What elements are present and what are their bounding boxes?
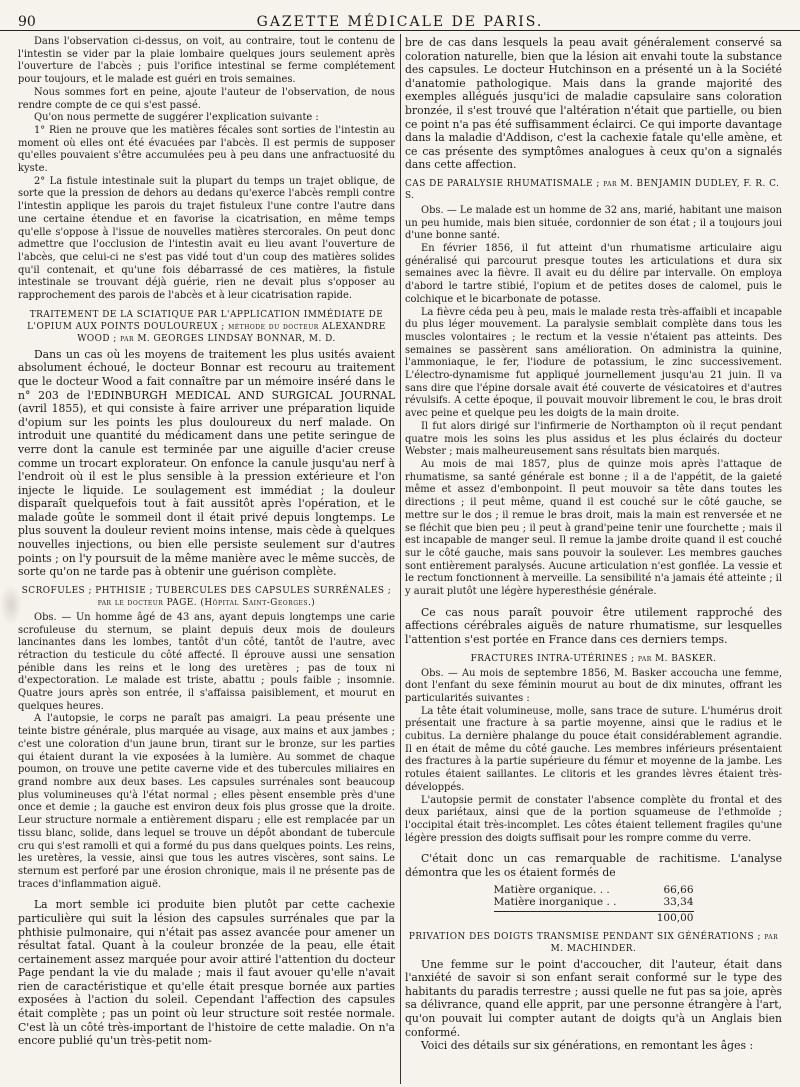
paragraph: Il fut alors dirigé sur l'infirmerie de Northampton où il reçut pendant quatre mois les soins les plus assidus et les plus éclairés du docteur Webster ; mais malheureusement sans résultats bien marqués. (405, 420, 782, 458)
column-divider (400, 34, 401, 1084)
paragraph: Obs. — Au mois de septembre 1856, M. Basker accoucha une femme, dont l'enfant du sexe féminin mourut au bout de dix minutes, offrant les particularités suivantes : (405, 667, 782, 704)
paragraph: 1° Rien ne prouve que les matières fécales sont sorties de l'intestin au moment où elles ont été évacuées par l'abcès. Il est permis de supposer qu'elles pouvaient s'être accumulées peu à peu dans une anfractuosité du kyste. (18, 124, 395, 175)
bone-analysis-table (494, 884, 694, 925)
paragraph: La mort semble ici produite bien plutôt par cette cachexie particulière qui suit la lésion des capsules surrénales que par la phthisie pulmonaire, qui n'était pas assez avancée pour amener un résultat fatal. Quant à la couleur bronzée de la peau, elle était certainement assez marquée pour avoir attiré l'attention du docteur Page pendant la vie du malade ; mais il faut avouer qu'elle n'avait rien de caractéristique et qu'elle était presque bornée aux parties exposées à l'action du soleil. Cependant l'affection des capsules était complète ; pas un point où leur structure soit restée normale. C'est là un côté très-important de l'histoire de cette maladie. On n'a encore publié qu'un très-petit nom- (18, 898, 395, 1048)
paragraph: Dans un cas où les moyens de traitement les plus usités avaient absolument échoué, le docteur Bonnar est recouru au traitement que le docteur Wood a fait connaître par un mémoire inséré dans le n° 203 de l'EDINBURGH MEDICAL AND SURGICAL JOURNAL (avril 1855), et qui consiste à faire arriver une préparation liquide d'opium sur les points les plus douloureux du nerf malade. On introduit une quantité du médicament dans une petite seringue de verre dont la canule est terminée par une aiguille d'acier creuse comme un trocart explorateur. On enfonce la canule jusqu'au nerf à l'endroit où il est le plus sensible à la pression extérieure et l'on injecte le liquide. Le soulagement est immédiat ; la douleur disparaît quelquefois tout à fait aussitôt après l'opération, et le malade goûte le sommeil dont il était privé depuis longtemps. Le plus souvent la douleur revient moins intense, mais cède à quelques nouvelles injections, ou bien elle persiste seulement sur d'autres points ; on l'y poursuit de la même manière avec le même succès, de sorte qu'on ne tarde pas à obtenir une guérison complète. (18, 347, 395, 579)
article-heading: SCROFULES ; PHTHISIE ; TUBERCULES DES CAPSULES SURRÉNALES ; par le docteur PAGE. (Hôpital Saint-Georges.) (21, 585, 392, 608)
table-label: Matière inorganique . . (493, 896, 617, 909)
paragraph: 2° La fistule intestinale suit la plupart du temps un trajet oblique, de sorte que la pression de dehors au dedans qu'exerce l'abcès rempli contre l'intestin applique les parois du trajet fistuleux l'une contre l'autre dans une certaine étendue et en favorise la cicatrisation, en même temps qu'elle s'oppose à l'issue de nouvelles matières stercorales. On peut donc admettre que l'occlusion de l'intestin avait eu lieu avant l'ouverture de l'abcès, que celui-ci ne s'est pas vidé tout d'un coup des matières solides qu'il contenait, et qu'une fois débarrassé de ces matières, la fistule intestinale se trouvant déjà guérie, rien ne devait plus s'opposer au rapprochement des parois de l'abcès et à leur cicatrisation rapide. (18, 175, 395, 302)
paragraph: En février 1856, il fut atteint d'un rhumatisme articulaire aigu généralisé qui parcourut presque toutes les articulations et dura six semaines avec la fièvre. Il avait eu du délire par intervalle. On employa d'abord le tartre stibié, l'opium et de petites doses de calomel, puis le colchique et le bicarbonate de potasse. (405, 243, 782, 305)
paragraph: bre de cas dans lesquels la peau avait généralement conservé sa coloration naturelle, bien que la lésion ait envahi toute la substance des capsules. Le docteur Hutchinson en a présenté un à la Société d'anatomie pathologique. Mais dans la grande majorité des exemples allégués jusqu'ici de maladie capsulaire sans coloration bronzée, il s'est trouvé que l'altération n'était que partielle, ou bien ce point n'a pas été suffisamment éclairci. Ce qui importe davantage dans la maladie d'Addison, c'est la cachexie fatale qu'elle amène, et ce cas présente des symptômes analogues à ceux qu'on a signalés dans cette affection. (405, 36, 782, 172)
paragraph: La fièvre céda peu à peu, mais le malade resta très-affaibli et incapable du plus léger mouvement. La paralysie semblait complète dans tous les muscles volontaires ; le rectum et la vessie n'étaient pas atteints. Des semaines se passèrent sans amélioration. On administra la quinine, l'ammoniaque, le fer, l'iodure de potassium, le zinc successivement. L'électro-dynamisme fut appliqué journellement jusqu'au 21 juin. Il va sans dire que l'épine dorsale avait été couverte de vésicatoires et d'autres révulsifs. A cette époque, il pouvait mouvoir librement le cou, le bras droit avec peine et quelque peu les doigts de la main droite. (405, 306, 782, 420)
article-heading: TRAITEMENT DE LA SCIATIQUE PAR L'APPLICATION IMMÉDIATE DE L'OPIUM AUX POINTS DOULOUREUX ; méthode du docteur ALEXANDRE WOOD ; par M. GEORGES LINDSAY BONNAR, M. D. (27, 309, 386, 344)
page-number: 90 (18, 14, 36, 30)
table-label: Matière organique. . . (493, 883, 610, 896)
left-column (18, 36, 395, 1081)
paragraph: Obs. — Un homme âgé de 43 ans, ayant depuis longtemps une carie scrofuleuse du sternum, se plaint depuis deux mois de douleurs lancinantes dans les lombes, tantôt d'un côté, tantôt de l'autre, avec rétraction du testicule du côté affecté. Il éprouve aussi une sensation pénible dans les reins et le long des uretères ; pas de toux ni d'expectoration. Le malade est triste, abattu ; pouls faible ; insomnie. Quatre jours après son entrée, il s'affaissa paisiblement, et mourut en quelques heures. (18, 611, 395, 712)
article-heading: PRIVATION DES DOIGTS TRANSMISE PENDANT SIX GÉNÉRATIONS ; par M. MACHINDER. (408, 931, 779, 954)
table-row (494, 896, 694, 909)
article-heading: CAS DE PARALYSIE RHUMATISMALE ; par M. BENJAMIN DUDLEY, F. R. C. S. (405, 178, 780, 201)
paragraph: Qu'on nous permette de suggérer l'explication suivante : (34, 112, 319, 124)
paragraph: Ce cas nous paraît pouvoir être utilement rapproché des affections cérébrales aiguës de nature rhumatisme, sur lesquelles l'attention s'est portée en France dans ces derniers temps. (405, 605, 782, 646)
paragraph: C'était donc un cas remarquable de rachitisme. L'analyse démontra que les os étaient formés de (405, 852, 782, 879)
journal-title: GAZETTE MÉDICALE DE PARIS. (256, 14, 544, 30)
paragraph: Obs. — Le malade est un homme de 32 ans, marié, habitant une maison un peu humide, mais bien située, cordonnier de son état ; il a toujours joui d'une bonne santé. (405, 204, 782, 242)
paragraph: L'autopsie permit de constater l'absence complète du frontal et des deux pariétaux, ainsi que de la portion squameuse de l'ethmoïde ; l'occipital était très-incomplet. Les côtes étaient tellement fragiles qu'une légère pression des doigts suffisait pour les rompre comme du verre. (405, 794, 782, 844)
paragraph: Au mois de mai 1857, plus de quinze mois après l'attaque de rhumatisme, sa santé générale est bonne ; il a de l'appétit, de la gaieté même et assez d'embonpoint. Il peut mouvoir sa tête dans toutes les directions ; il peut même, quand il est couché sur le côté gauche, se mettre sur le dos ; il remue le bras droit, mais la main est renversée et ne se fléchit que bien peu ; il peut à grand'peine tenir une fourchette ; mais il est incapable de manger seul. Il remue la jambe droite quand il est couché sur le côté gauche, mais sans pouvoir la soulever. Les membres gauches sont entièrement paralysés. Aucune articulation n'est gonflée. La vessie et le rectum fonctionnent à merveille. La sensibilité n'a jamais été atteinte ; il y aurait plutôt une légère hyperesthésie générale. (405, 459, 782, 598)
table-value: 66,66 (663, 883, 694, 896)
right-column (405, 36, 782, 1081)
table-row (494, 884, 694, 897)
paragraph: La tête était volumineuse, molle, sans trace de suture. L'humérus droit présentait une fracture à sa partie moyenne, ainsi que le radius et le cubitus. La dernière phalange du pouce était considérablement agrandie. Il en était de même du côté gauche. Les membres inférieurs présentaient des fractures à la partie supérieure du fémur et moyenne de la jambe. Les rotules étaient saillantes. Le clitoris et les grandes lèvres étaient très-développés. (405, 705, 782, 793)
paragraph: Une femme sur le point d'accoucher, dit l'auteur, était dans l'anxiété de savoir si son enfant serait conformé sur le type des habitants du paradis terrestre ; aussi quelle ne fut pas sa joie, après sa délivrance, quand elle apprit, par une personne étrangère à l'art, qu'on pouvait lui compter autant de doigts qu'à un Anglais bien conformé. (405, 957, 782, 1039)
table-total: 100,00 (494, 911, 694, 925)
article-heading: FRACTURES INTRA-UTÉRINES ; par M. BASKER. (470, 653, 717, 664)
paragraph: Dans l'observation ci-dessus, on voit, au contraire, tout le contenu de l'intestin se vider par la plaie lombaire quelques jours seulement après l'ouverture de l'abcès ; puis l'orifice intestinal se ferme complétement pour toujours, et le malade est guéri en trois semaines. (18, 36, 395, 86)
paragraph: Nous sommes fort en peine, ajoute l'auteur de l'observation, de nous rendre compte de ce qui s'est passé. (18, 86, 395, 111)
paragraph: Voici des détails sur six générations, en remontant les âges : (421, 1039, 754, 1053)
table-value: 33,34 (663, 896, 694, 909)
page-header (0, 0, 800, 31)
paragraph: A l'autopsie, le corps ne paraît pas amaigri. La peau présente une teinte bistre générale, plus marquée au visage, aux mains et aux jambes ; c'est une coloration d'un jaune brun, tirant sur le bronze, sur les parties qui étaient durant la vie exposées à la lumière. Au sommet de chaque poumon, on trouve une petite caverne vide et des tubercules miliaires en grand nombre aux deux bases. Les capsules surrénales sont beaucoup plus volumineuses qu'à l'état normal ; elles pèsent ensemble près d'une once et demie ; la gauche est environ deux fois plus grosse que la droite. Leur structure normale a entièrement disparu ; elle est remplacée par un tissu blanc, solide, dans lequel se trouve un dépôt abondant de tubercule cru qui s'est ramolli et qui a formé du pus dans quelques points. Les reins, les uretères, la vessie, ainsi que tous les autres viscères, sont sains. Le sternum est perforé par une érosion chronique, mais il ne présente pas de traces d'inflammation aiguë. (18, 713, 395, 890)
